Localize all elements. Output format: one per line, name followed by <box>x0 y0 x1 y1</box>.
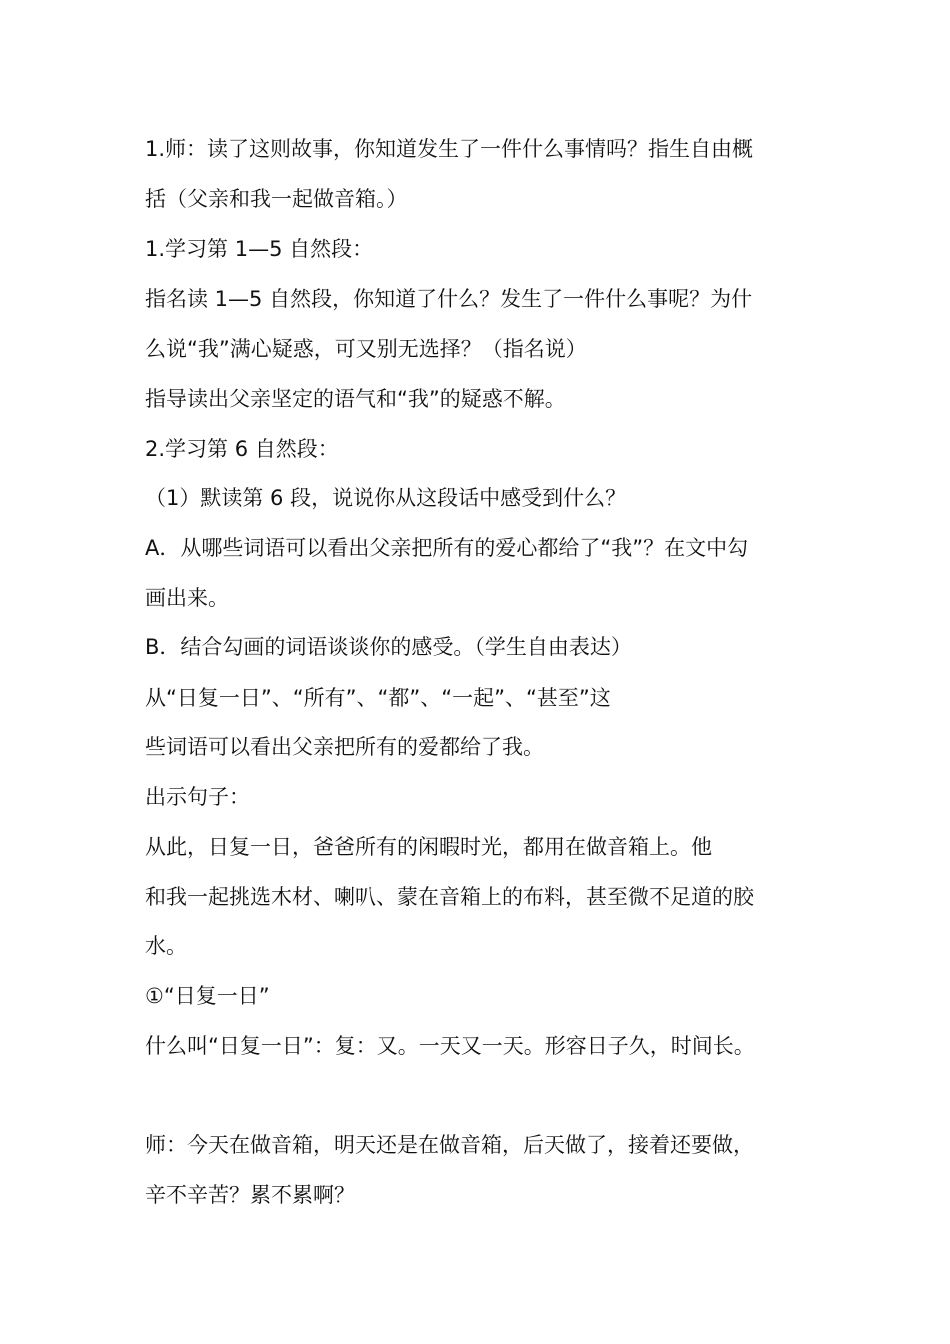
line-18: ①“日复一日” <box>145 984 270 1008</box>
line-5: 么说“我”满心疑惑，可又别无选择？（指名说） <box>145 337 587 361</box>
line-13: 些词语可以看出父亲把所有的爱都给了我。 <box>145 735 544 759</box>
line-16: 和我一起挑选木材、喇叭、蒙在音箱上的布料，甚至微不足道的胶 <box>145 885 754 909</box>
line-8: （1）默读第 6 段，说说你从这段话中感受到什么？ <box>145 486 627 510</box>
line-4: 指名读 1—5 自然段，你知道了什么？发生了一件什么事呢？为什 <box>145 287 753 311</box>
line-19: 什么叫“日复一日”：复：又。一天又一天。形容日子久，时间长。 <box>145 1034 755 1058</box>
line-17: 水。 <box>145 934 187 958</box>
line-9: A．从哪些词语可以看出父亲把所有的爱心都给了“我”？在文中勾 <box>145 536 749 560</box>
line-10: 画出来。 <box>145 586 229 610</box>
line-2: 括（父亲和我一起做音箱。） <box>145 187 408 211</box>
line-12: 从“日复一日”、“所有”、“都”、“一起”、“甚至”这 <box>145 686 611 710</box>
line-21: 辛不辛苦？累不累啊？ <box>145 1183 355 1207</box>
line-11: B．结合勾画的词语谈谈你的感受。（学生自由表达） <box>145 635 632 659</box>
line-7: 2.学习第 6 自然段： <box>145 437 339 461</box>
line-1: 1.师：读了这则故事，你知道发生了一件什么事情吗？指生自由概 <box>145 137 754 161</box>
line-15: 从此，日复一日，爸爸所有的闲暇时光，都用在做音箱上。他 <box>145 835 712 859</box>
line-3: 1.学习第 1—5 自然段： <box>145 237 374 261</box>
line-6: 指导读出父亲坚定的语气和“我”的疑惑不解。 <box>145 387 566 411</box>
line-20: 师：今天在做音箱，明天还是在做音箱，后天做了，接着还要做， <box>145 1133 754 1157</box>
line-14: 出示句子： <box>145 785 250 809</box>
